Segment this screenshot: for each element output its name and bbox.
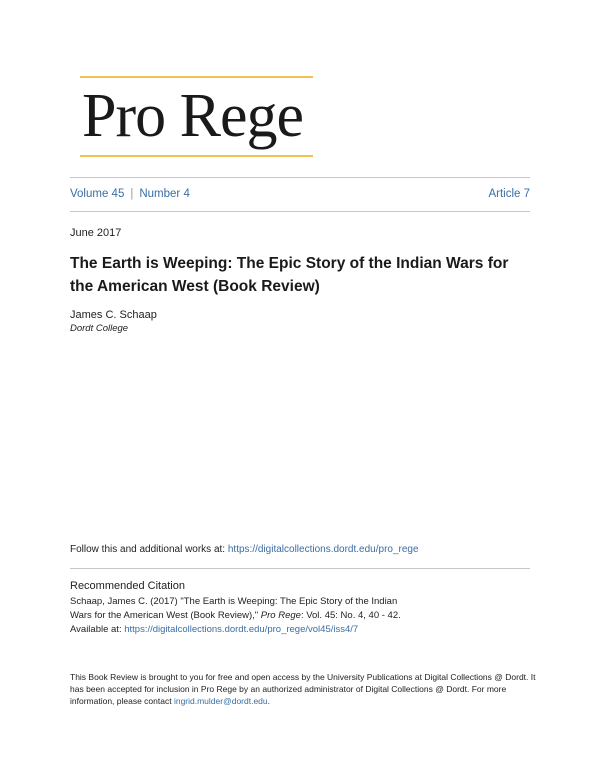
citation-journal: Pro Rege (260, 610, 301, 621)
notice-text: This Book Review is brought to you for free and open access by the University Publications at Digital Collections @ Dordt. It has been accepted for inclusion in Pro Rege by an authorized administrator of Digital Collections @ Dordt. For more information, please contact (70, 672, 536, 706)
citation-body: Schaap, James C. (2017) "The Earth is Weeping: The Epic Story of the Indian Wars for the American West (Book Review)," (70, 596, 398, 621)
available-label: Available at: (70, 624, 125, 635)
issue-info-row (70, 188, 530, 200)
logo-bottom-rule (80, 155, 313, 157)
article-link[interactable]: Article 7 (488, 188, 530, 200)
citation-volume: : Vol. 45: No. 4, 40 - 42. (300, 610, 401, 621)
contact-email-link[interactable]: ingrid.mulder@dordt.edu (173, 696, 268, 706)
author-name: James C. Schaap (70, 309, 157, 321)
citation-text (70, 595, 410, 637)
publication-date: June 2017 (70, 227, 122, 239)
citation-link[interactable]: https://digitalcollections.dordt.edu/pro_rege/vol45/iss4/7 (124, 624, 359, 635)
header-bottom-divider (70, 211, 530, 212)
follow-link[interactable]: https://digitalcollections.dordt.edu/pro_rege (227, 544, 419, 555)
author-affiliation: Dordt College (70, 323, 129, 334)
access-notice (70, 671, 540, 707)
number-link[interactable]: Number 4 (139, 188, 190, 200)
citation-heading: Recommended Citation (70, 580, 185, 592)
logo-top-rule (80, 76, 313, 78)
article-title: The Earth is Weeping: The Epic Story of the Indian Wars for the American West (Book Review) (70, 255, 509, 295)
notice-end: . (267, 696, 271, 706)
follow-line (70, 544, 419, 555)
volume-link[interactable]: Volume 45 (70, 188, 125, 200)
journal-logo: Pro Rege (82, 82, 304, 150)
follow-text: Follow this and additional works at: (70, 544, 228, 555)
citation-divider (70, 568, 530, 569)
header-top-divider (70, 177, 530, 178)
separator: | (130, 188, 134, 200)
